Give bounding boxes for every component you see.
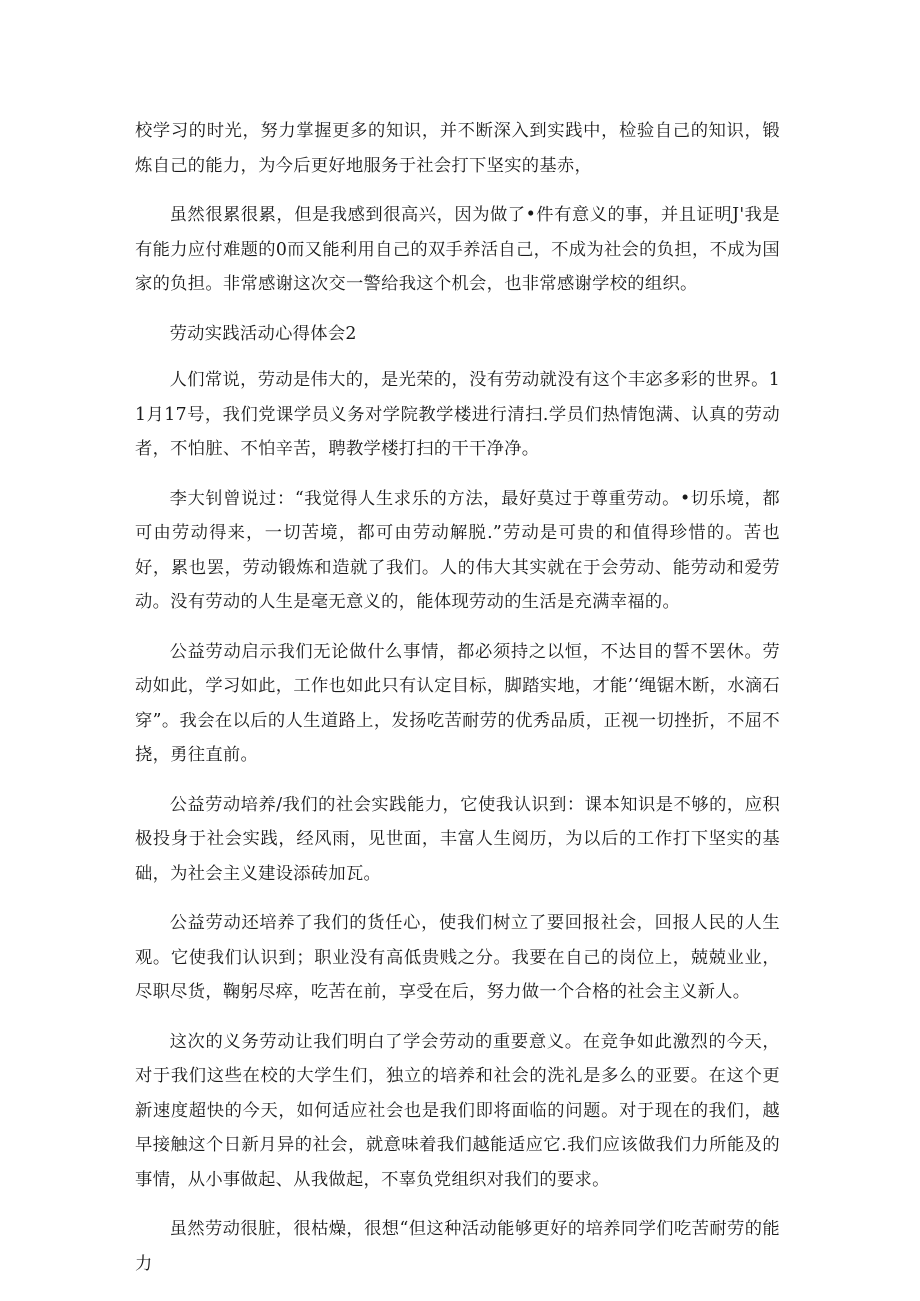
paragraph: 公益劳动启示我们无论做什么事情，都必须持之以恒，不达目的誓不罢休。劳动如此，学习如此，工作也如此只有认定目标，脚踏实地，才能’‘绳锯木断，水滴石穿”。我会在以后的人生道路上，发扬吃苦耐劳的优秀品质，正视一切挫折，不屈不挠，勇往直前。 <box>135 641 780 765</box>
paragraph: 这次的义务劳动让我们明白了学会劳动的重要意义。在竞争如此激烈的今天，对于我们这些在校的大学生们，独立的培养和社会的洗礼是多么的亚要。在这个更新速度超快的今天，如何适应社会也是我们即将面临的问题。对于现在的我们，越早接触这个日新月异的社会，就意味着我们越能适应它.我们应该做我们力所能及的事情，从小事做起、从我做起，不辜负党组织对我们的要求。 <box>135 1031 780 1190</box>
document-body <box>135 114 780 1296</box>
paragraph: 李大钊曾说过：“我觉得人生求乐的方法，最好莫过于尊重劳动。•切乐境，都可由劳动得来，一切苦境，都可由劳动解脱.”劳动是可贵的和值得珍惜的。苦也好，累也罢，劳动锻炼和造就了我们。人的伟大其实就在于会劳动、能劳动和爱劳动。没有劳动的人生是毫无意义的，能体现劳动的生活是充满幸福的。 <box>135 488 780 612</box>
paragraph: 虽然劳动很脏，很枯燥，很想“但这种活动能够更好的培养同学们吃苦耐劳的能力 <box>135 1219 780 1274</box>
section-heading: 劳动实践活动心得体会2 <box>169 323 357 344</box>
paragraph: 公益劳动还培养了我们的货任心，使我们树立了要回报社会，回报人民的人生观。它使我们认识到；职业没有高低贵贱之分。我要在自己的岗位上，兢兢业业，尽职尽货，鞠躬尽瘁，吃苦在前，享受在后，努力做一个合格的社会主义新人。 <box>135 913 780 1002</box>
paragraph: 公益劳动培养/我们的社会实践能力，它使我认识到：课本知识是不够的，应积极投身于社会实践，经风雨，见世面，丰富人生阅历，为以后的工作打下坚实的基础，为社会主义建设添砖加瓦。 <box>135 794 780 884</box>
paragraph-continuation: 校学习的时光，努力掌握更多的知识，并不断深入到实践中，检验自己的知识，锻炼自己的能力，为今后更好地服务于社会打下坚实的基赤， <box>135 121 780 176</box>
paragraph: 虽然很累很累，但是我感到很高兴，因为做了•件有意义的事，并且证明J'我是有能力应付难题的0而又能利用自己的双手养活自己，不成为社会的负担，不成为国家的负担。非常感谢这次交一警给我这个机会，也非常感谢学校的组织。 <box>135 205 780 294</box>
paragraph: 人们常说，劳动是伟大的，是光荣的，没有劳动就没有这个丰宓多彩的世界。11月17号，我们党课学员义务对学院教学楼进行清扫.学员们热情饱满、认真的劳动者，不怕脏、不怕辛苦，聘教学楼打扫的干干净净。 <box>135 370 780 459</box>
